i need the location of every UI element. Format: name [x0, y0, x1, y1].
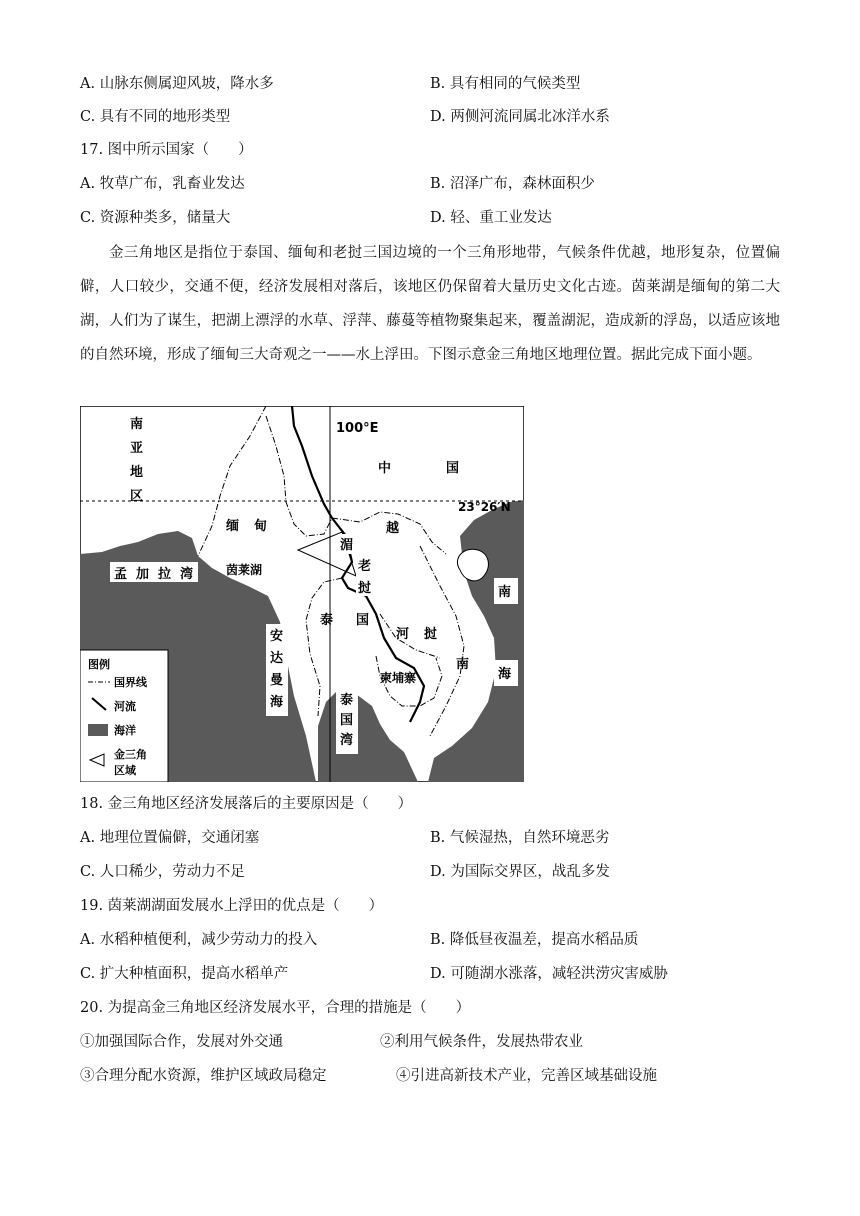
q19-stem: 19. 茵莱湖湖面发展水上浮田的优点是（ ） — [80, 898, 384, 914]
svg-text:曼: 曼 — [270, 673, 284, 688]
legend-title: 图例 — [88, 658, 110, 671]
golden-triangle-map — [80, 406, 524, 782]
longitude-label: 100°E — [336, 421, 379, 436]
svg-text:达: 达 — [270, 651, 284, 666]
passage: 金三角地区是指位于泰国、缅甸和老挝三国边境的一个三角形地带，气候条件优越，地形复杂，位置偏僻，人口较少，交通不便，经济发展相对落后，该地区仍保留着大量历史文化古迹。茵莱湖是缅甸的第二大湖，人们为了谋生，把湖上漂浮的水草、浮萍、藤蔓等植物聚集起来，覆盖湖泥，造成新的浮岛，以适应该地的自然环境，形成了缅甸三大奇观之一——水上浮田。下图示意金三角地区地理位置。据此完成下面小题。 — [80, 245, 780, 363]
mekong-label: 湄 — [340, 538, 354, 553]
q20-stem: 20. 为提高金三角地区经济发展水平，合理的措施是（ ） — [80, 1000, 471, 1016]
vietnam-label-nan: 南 — [456, 657, 470, 672]
legend-ocean: 海洋 — [114, 724, 136, 737]
legend-golden-triangle-1: 金三角 — [114, 748, 147, 761]
svg-text:拉: 拉 — [158, 567, 172, 582]
svg-text:孟: 孟 — [114, 567, 128, 582]
svg-text:海: 海 — [270, 695, 284, 710]
q16-option-d: D. 两侧河流同属北冰洋水系 — [430, 109, 610, 125]
svg-text:湾: 湾 — [340, 733, 354, 748]
svg-text:泰: 泰 — [340, 693, 354, 708]
svg-text:泰: 泰 — [320, 613, 334, 628]
svg-text:老: 老 — [358, 559, 372, 574]
q19-option-c: C. 扩大种植面积，提高水稻单产 — [80, 966, 289, 982]
q18-option-c: C. 人口稀少，劳动力不足 — [80, 864, 245, 880]
svg-text:湾: 湾 — [180, 567, 194, 582]
q17-stem: 17. 图中所示国家（ ） — [80, 142, 253, 158]
q20-option-3: ③合理分配水资源，维护区域政局稳定 — [80, 1068, 327, 1084]
svg-text:安: 安 — [270, 629, 284, 644]
svg-text:国: 国 — [446, 461, 460, 476]
q16-option-c: C. 具有不同的地形类型 — [80, 109, 231, 125]
q18-option-d: D. 为国际交界区，战乱多发 — [430, 864, 610, 880]
q16-option-a: A. 山脉东侧属迎风坡，降水多 — [80, 76, 274, 92]
q18-option-a: A. 地理位置偏僻，交通闭塞 — [80, 830, 260, 846]
q19-option-a: A. 水稻种植便利，减少劳动力的投入 — [80, 932, 318, 948]
svg-text:甸: 甸 — [254, 519, 268, 534]
q19-option-b: B. 降低昼夜温差，提高水稻品质 — [430, 932, 639, 948]
cambodia-label: 柬埔寨 — [380, 671, 417, 685]
svg-text:国: 国 — [340, 713, 354, 728]
latitude-label: 23°26′N — [458, 500, 511, 514]
vietnam-label-yue: 越 — [386, 521, 400, 536]
svg-text:缅: 缅 — [226, 519, 240, 534]
svg-text:海: 海 — [498, 667, 512, 682]
legend-golden-triangle-2: 区域 — [114, 764, 136, 777]
legend-river: 河流 — [114, 700, 136, 713]
gulf-of-thailand-label — [336, 688, 358, 754]
q17-option-c: C. 资源种类多，储量大 — [80, 210, 231, 226]
svg-text:中: 中 — [378, 461, 392, 476]
laos-label — [356, 556, 374, 596]
q17-option-b: B. 沼泽广布，森林面积少 — [430, 176, 595, 192]
svg-text:亚: 亚 — [130, 441, 144, 456]
q20-option-1: ①加强国际合作，发展对外交通 — [80, 1034, 283, 1050]
svg-text:挝: 挝 — [358, 581, 372, 596]
andaman-sea-label — [266, 624, 288, 716]
q20-option-2: ②利用气候条件，发展热带农业 — [380, 1034, 583, 1050]
svg-text:地: 地 — [130, 465, 144, 480]
q18-option-b: B. 气候湿热，自然环境恶劣 — [430, 830, 610, 846]
svg-text:国: 国 — [356, 613, 370, 628]
svg-text:区: 区 — [130, 489, 144, 504]
q19-option-d: D. 可随湖水涨落，减轻洪涝灾害威胁 — [430, 966, 668, 982]
vietnam-label-ti: 挝 — [424, 627, 438, 642]
bay-of-bengal-label — [110, 562, 198, 582]
q20-option-4: ④引进高新技术产业，完善区域基础设施 — [396, 1068, 657, 1084]
q17-option-a: A. 牧草广布，乳畜业发达 — [80, 176, 245, 192]
svg-text:南: 南 — [130, 417, 144, 432]
q18-stem: 18. 金三角地区经济发展落后的主要原因是（ ） — [80, 796, 413, 812]
map-legend — [80, 650, 168, 782]
legend-border: 国界线 — [114, 676, 147, 689]
svg-text:加: 加 — [136, 567, 150, 582]
inle-lake-label: 茵莱湖 — [226, 563, 263, 577]
he-label: 河 — [396, 627, 410, 642]
q17-option-d: D. 轻、重工业发达 — [430, 210, 552, 226]
svg-text:南: 南 — [498, 585, 512, 600]
q16-option-b: B. 具有相同的气候类型 — [430, 76, 581, 92]
